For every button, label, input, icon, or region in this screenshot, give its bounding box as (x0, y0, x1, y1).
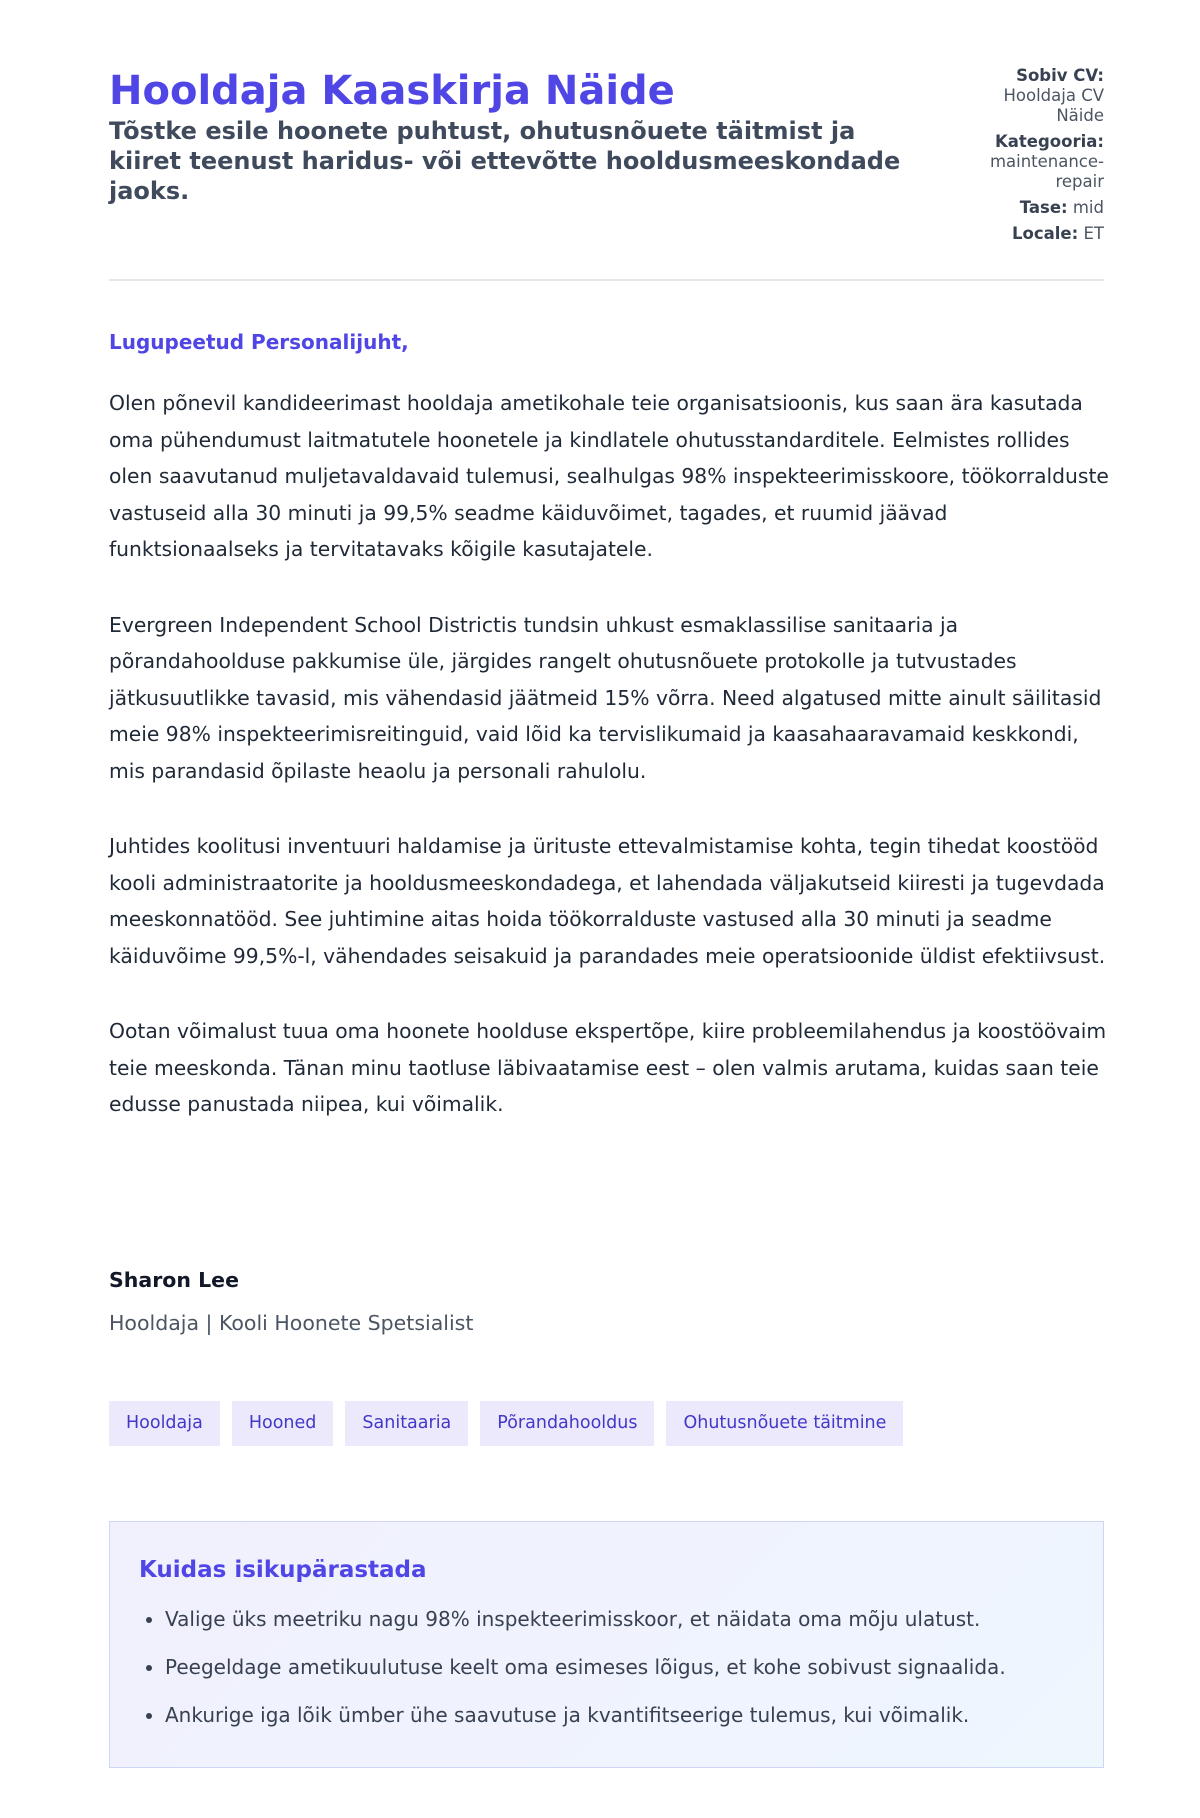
letter-greeting: Lugupeetud Personalijuht, (109, 330, 409, 354)
meta-label: Sobiv CV: (1016, 66, 1104, 85)
meta-value: Hooldaja CV Näide (1003, 86, 1104, 125)
meta-label: Tase: (1019, 198, 1068, 217)
tag: Sanitaaria (345, 1401, 468, 1446)
page-subtitle: Tõstke esile hoonete puhtust, ohutusnõuete täitmist ja kiiret teenust haridus- või ettevõtte hooldusmeeskondade jaoks. (109, 117, 901, 205)
tips-list (139, 1607, 1006, 1751)
meta-value: ET (1083, 224, 1104, 243)
tag: Põrandahooldus (480, 1401, 654, 1446)
meta-value: mid (1072, 198, 1104, 217)
meta-category (974, 132, 1104, 192)
meta-info (974, 66, 1104, 250)
meta-label: Kategooria: (994, 132, 1104, 151)
letter-paragraph: Evergreen Independent School Districtis tundsin uhkust esmaklassilise sanitaaria ja põrandahoolduse pakkumise üle, järgides rangelt ohutusnõuete protokolle ja tutvustades jätkusuutlikke tavasid, mis vähendasid jäätmeid 15% võrra. Need algatused mitte ainult säilitasid meie 98% inspekteerimisreitinguid, vaid lõid ka tervislikumaid ja kaasahaaravamaid keskkondi, mis parandasid õpilaste heaolu ja personali rahulolu. (109, 612, 1102, 783)
letter-body (109, 385, 1109, 1162)
signature-name: Sharon Lee (109, 1268, 239, 1292)
title-block (109, 66, 919, 250)
meta-value: maintenance-repair (989, 152, 1104, 191)
signature-role: Hooldaja | Kooli Hoonete Spetsialist (109, 1311, 474, 1335)
tag: Hooldaja (109, 1401, 220, 1446)
tip-item: • Valige üks meetriku nagu 98% inspekteerimisskoor, et näidata oma mõju ulatust. (165, 1607, 1006, 1631)
tag-list (109, 1401, 903, 1446)
page-header (109, 66, 1104, 250)
page-title: Hooldaja Kaaskirja Näide (109, 68, 675, 114)
tips-title: Kuidas isikupärastada (139, 1557, 427, 1583)
header-divider (109, 279, 1104, 281)
personalization-tips-box (109, 1521, 1104, 1768)
letter-paragraph: Ootan võimalust tuua oma hoonete hoolduse ekspertõpe, kiire probleemilahendus ja koostöövaim teie meeskonda. Tänan minu taotluse läbivaatamise eest – olen valmis arutama, kuidas saan teie edusse panustada niipea, kui võimalik. (109, 1019, 1107, 1116)
letter-paragraph: Juhtides koolitusi inventuuri haldamise ja ürituste ettevalmistamise kohta, tegin tihedat koostööd kooli administraatorite ja hooldusmeeskondadega, et lahendada väljakutseid kiiresti ja tugevdada meeskonnatööd. See juhtimine aitas hoida töökorralduste vastused alla 30 minuti ja seadme käiduvõime 99,5%-l, vähendades seisakuid ja parandades meie operatsioonide üldist efektiivsust. (109, 834, 1106, 968)
letter-paragraph: Olen põnevil kandideerimast hooldaja ametikohale teie organisatsioonis, kus saan ära kasutada oma pühendumust laitmatutele hoonetele ja kindlatele ohutusstandarditele. Eelmistes rollides olen saavutanud muljetavaldavaid tulemusi, sealhulgas 98% inspekteerimisskoore, töökorralduste vastuseid alla 30 minuti ja 99,5% seadme käiduvõimet, tagades, et ruumid jäävad funktsionaalseks ja tervitatavaks kõigile kasutajatele. (109, 391, 1109, 561)
meta-level (974, 198, 1104, 218)
meta-locale (974, 224, 1104, 244)
meta-label: Locale: (1012, 224, 1079, 243)
tag: Hooned (232, 1401, 334, 1446)
tip-item: • Ankurige iga lõik ümber ühe saavutuse ja kvantifitseerige tulemus, kui võimalik. (165, 1703, 1006, 1727)
tip-item: • Peegeldage ametikuulutuse keelt oma esimeses lõigus, et kohe sobivust signaalida. (165, 1655, 1006, 1679)
tag: Ohutusnõuete täitmine (666, 1401, 903, 1446)
meta-resume (974, 66, 1104, 126)
